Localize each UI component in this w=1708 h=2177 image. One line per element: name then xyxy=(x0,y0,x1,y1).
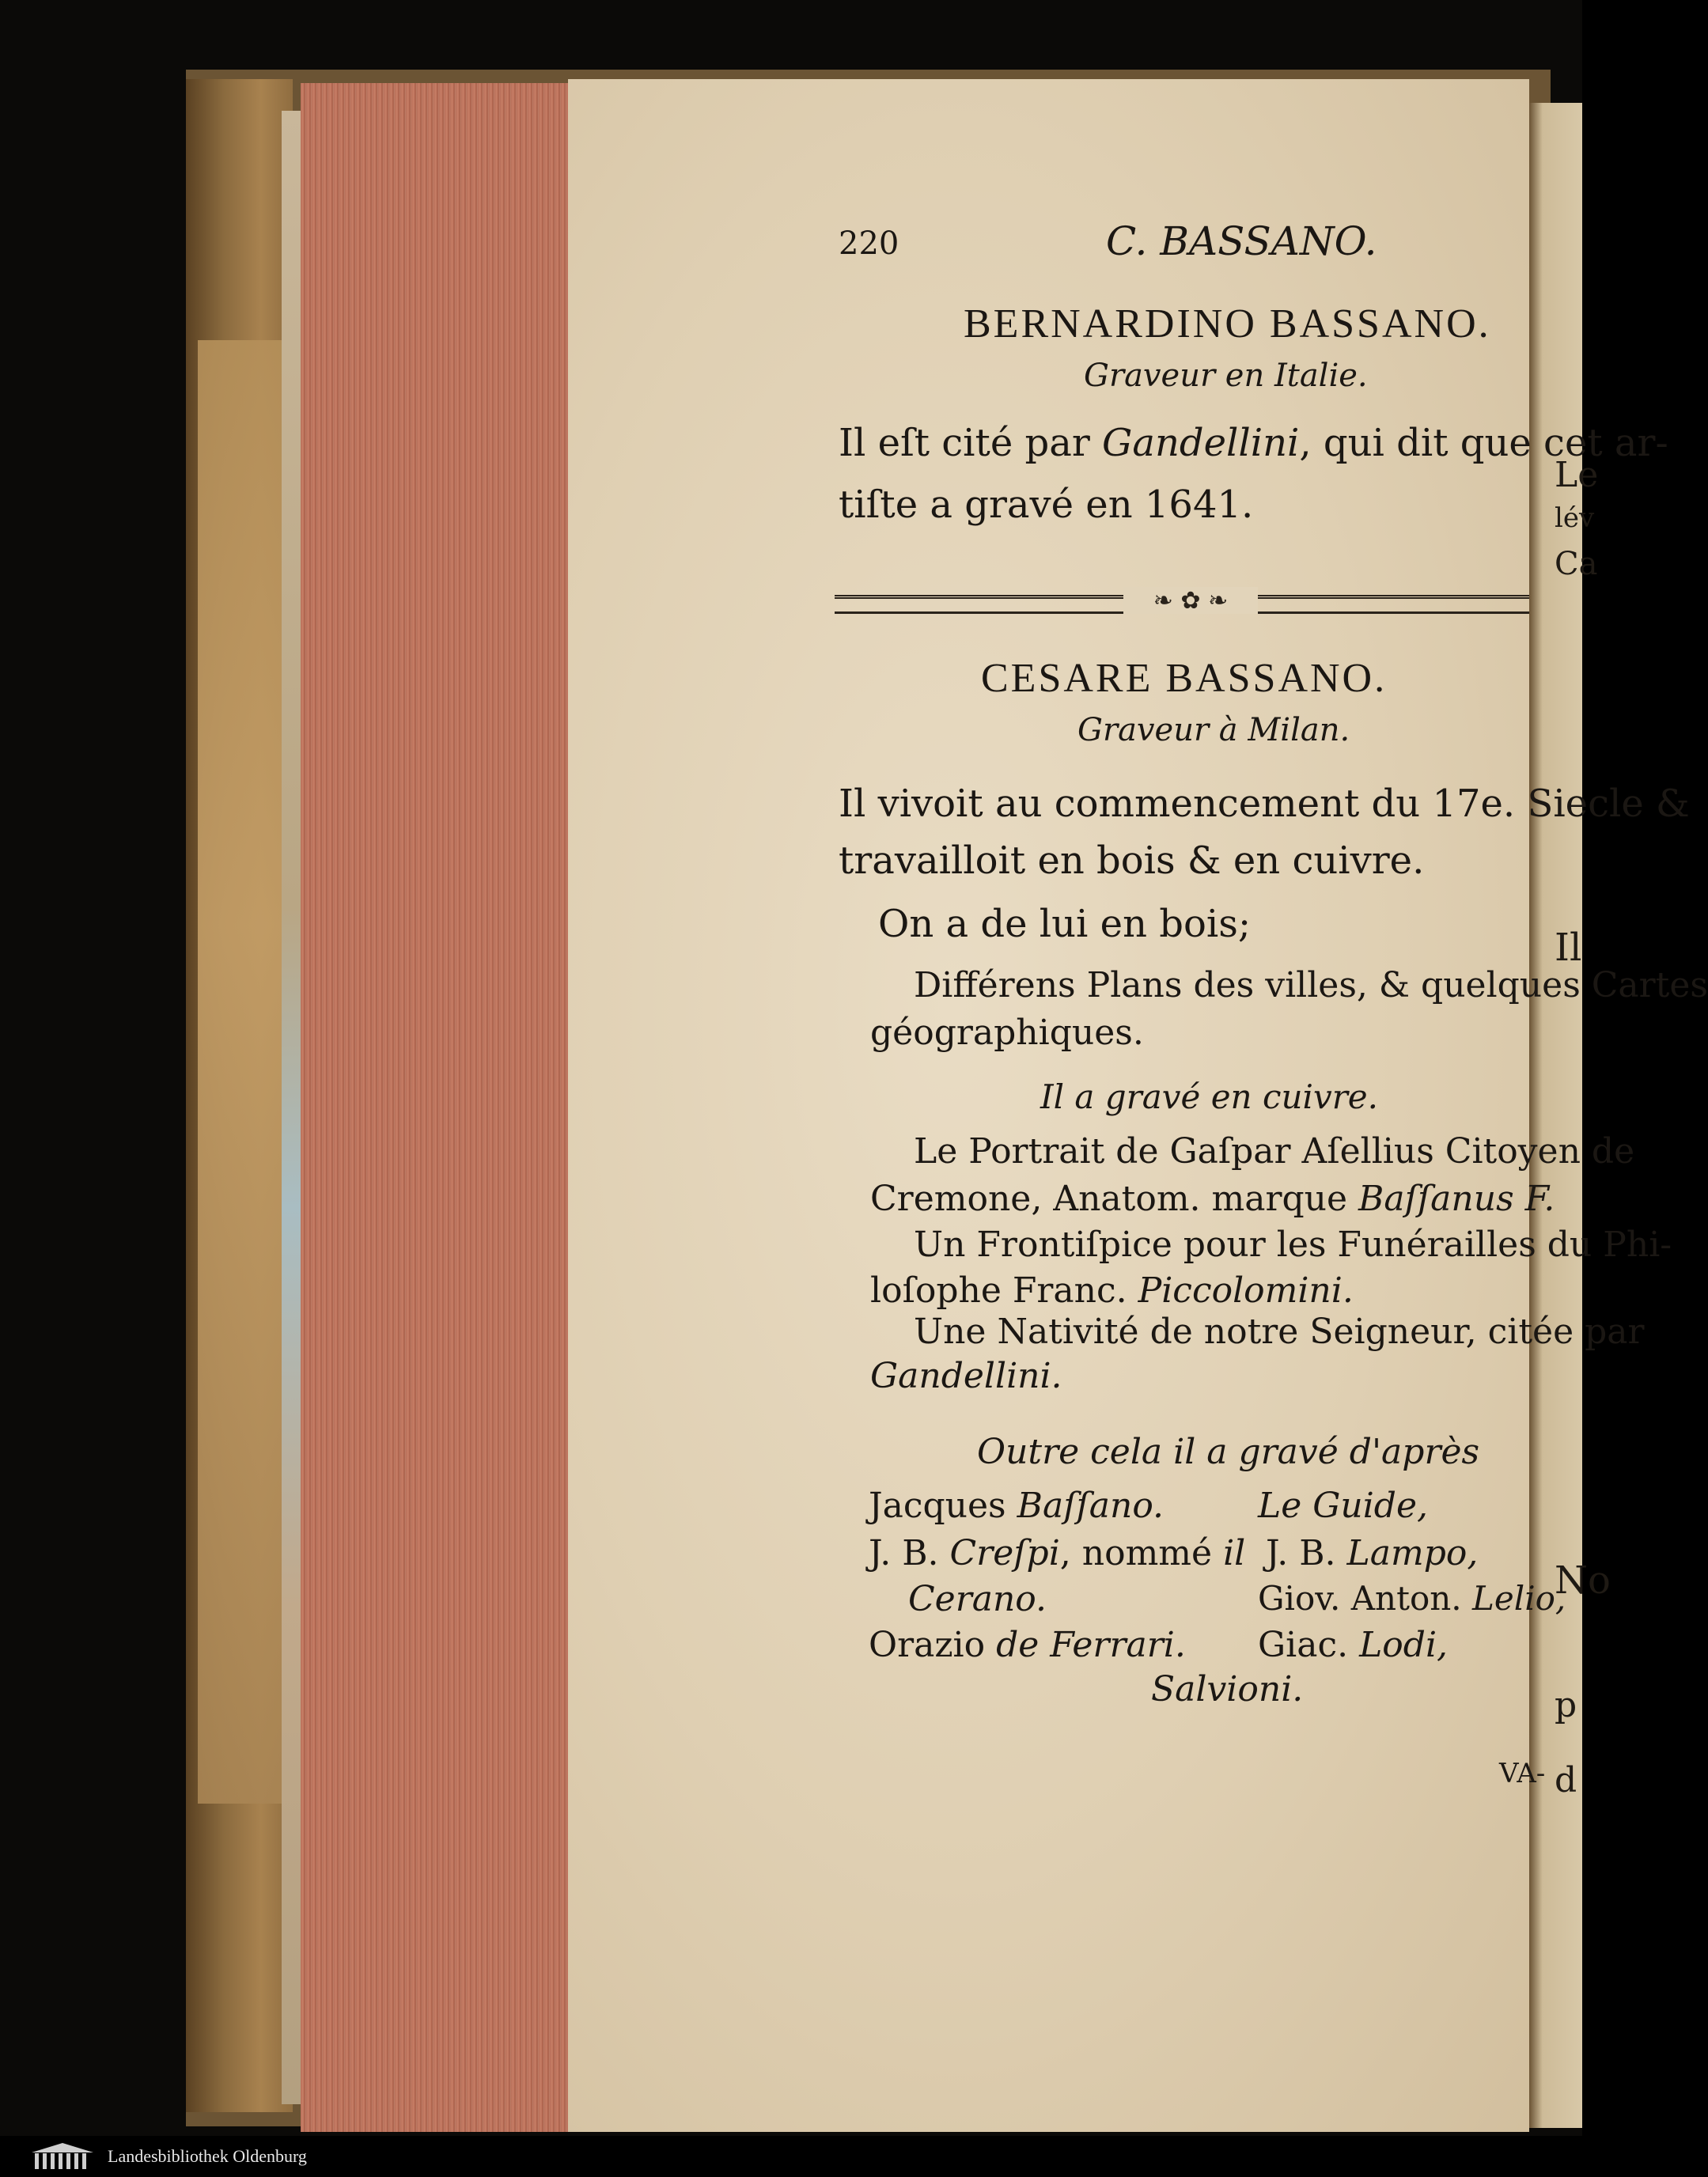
engraver-left-1 xyxy=(869,1486,1164,1526)
text-run: loſophe Franc. xyxy=(870,1270,1138,1311)
entry-subtitle: Graveur à Milan. xyxy=(1077,712,1350,748)
text-run: Baſſanus F. xyxy=(1358,1179,1555,1219)
text-run: Giov. Anton. xyxy=(1258,1579,1473,1618)
engraver-left-4 xyxy=(869,1625,1186,1665)
text-run: il xyxy=(1223,1533,1246,1573)
entry-text-line: Un Frontiſpice pour les Funérailles du Phi- xyxy=(914,1225,1672,1265)
text-run: J. B. xyxy=(869,1533,950,1573)
facing-page-fragment: Il xyxy=(1555,926,1582,970)
text-run: Lampo, xyxy=(1346,1533,1479,1573)
facing-page-fragment: No xyxy=(1555,1558,1611,1603)
entry-text-line xyxy=(839,421,1668,465)
text-run: Orazio xyxy=(869,1625,997,1665)
text-run: Piccolomini. xyxy=(1138,1270,1354,1311)
text-run: de Ferrari. xyxy=(996,1625,1186,1665)
entry-text-line: Différens Plans des villes, & quelques Cartes xyxy=(914,965,1708,1005)
red-page-edges xyxy=(301,83,568,2132)
entry-text-line: Gandellini. xyxy=(870,1356,1062,1396)
facing-page-fragment: d xyxy=(1555,1760,1577,1800)
text-run: , qui dit que cet ar- xyxy=(1299,421,1668,465)
engraver-right-3 xyxy=(1258,1579,1566,1618)
engraver-left-2 xyxy=(869,1533,1245,1573)
marbled-endpaper xyxy=(282,111,301,2104)
engraver-right-4 xyxy=(1258,1625,1448,1665)
entry-text-line: travailloit en bois & en cuivre. xyxy=(839,839,1425,883)
entry-title-cesare: CESARE BASSANO. xyxy=(981,656,1388,701)
engraver-right-2 xyxy=(1266,1533,1478,1573)
facing-page-fragment: Le xyxy=(1555,455,1599,495)
facing-page-fragment: lév xyxy=(1555,502,1595,534)
section-heading-apres: Outre cela il a gravé d'après xyxy=(977,1432,1480,1472)
engraver-left-3 xyxy=(908,1579,1047,1619)
entry-text-line: Le Portrait de Gaſpar Aſellius Citoyen de xyxy=(914,1131,1635,1172)
text-run: Jacques xyxy=(869,1486,1017,1526)
entry-text-line: tiſte a gravé en 1641. xyxy=(839,483,1254,527)
entry-text-line: Il vivoit au commencement du 17e. Siecle & xyxy=(839,782,1690,826)
library-footer xyxy=(0,2136,1582,2177)
entry-text-line: Une Nativité de notre Seigneur, citée par xyxy=(914,1312,1645,1352)
entry-text-line xyxy=(870,1270,1354,1311)
entry-title-bernardino: BERNARDINO BASSANO. xyxy=(964,301,1491,346)
section-heading-cuivre: Il a gravé en cuivre. xyxy=(1040,1077,1378,1116)
facing-page-edge xyxy=(1529,103,1611,2128)
text-run: Lelio, xyxy=(1472,1579,1566,1618)
text-run: Giac. xyxy=(1258,1625,1360,1665)
text-run: , nommé xyxy=(1059,1533,1224,1573)
engraver-last: Salvioni. xyxy=(1151,1669,1304,1709)
library-name: Landesbibliothek Oldenburg xyxy=(108,2146,307,2166)
entry-text-line: géographiques. xyxy=(870,1013,1144,1053)
text-run: J. B. xyxy=(1266,1533,1347,1573)
text-run: Baſſano. xyxy=(1017,1486,1165,1526)
binding-paper-patch xyxy=(198,340,285,1804)
running-head: C. BASSANO. xyxy=(1106,218,1377,264)
text-run: Lodi, xyxy=(1359,1625,1449,1665)
text-run: Creſpi xyxy=(949,1533,1060,1573)
page-number: 220 xyxy=(839,225,899,262)
catchword: VA- xyxy=(1499,1758,1546,1789)
facing-page-fragment: Ca xyxy=(1555,546,1598,582)
library-building-icon xyxy=(32,2143,93,2170)
text-run: Le Guide, xyxy=(1258,1486,1428,1526)
divider-ornament: ❧ ✿ ❧ xyxy=(1123,587,1258,614)
section-heading-bois: On a de lui en bois; xyxy=(878,902,1252,946)
entry-subtitle: Graveur en Italie. xyxy=(1084,358,1368,394)
text-run: Cremone, Anatom. marque xyxy=(870,1179,1359,1219)
facing-page-fragment: p xyxy=(1555,1685,1577,1725)
text-run: Cerano. xyxy=(908,1579,1047,1619)
entry-text-line xyxy=(870,1179,1555,1219)
text-run: Gandellini xyxy=(1102,421,1300,465)
text-run: Il eſt cité par xyxy=(839,421,1103,465)
engraver-right-1 xyxy=(1258,1486,1428,1526)
